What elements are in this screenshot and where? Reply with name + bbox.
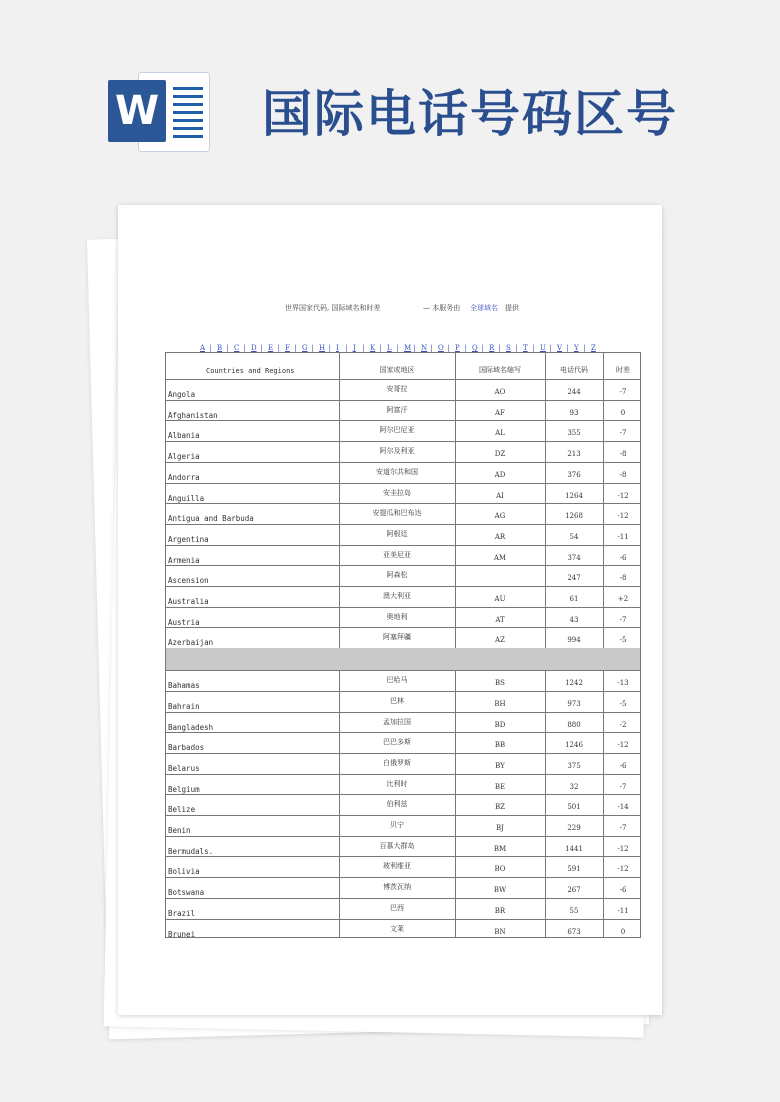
word-logo-icon (108, 68, 208, 154)
alphabet-link-l[interactable]: L (387, 344, 392, 352)
table-row (166, 712, 640, 733)
alphabet-link-s[interactable]: S (506, 344, 511, 352)
alphabet-separator: | (549, 344, 552, 352)
alphabet-separator: | (532, 344, 535, 352)
country-name-zh: 奥地利 (386, 612, 408, 621)
col-header-tz: 时差 (616, 366, 630, 374)
time-difference: -8 (619, 450, 627, 459)
time-difference: 0 (620, 927, 626, 936)
time-difference: -6 (619, 553, 627, 562)
country-name-zh: 阿富汗 (386, 405, 408, 414)
alphabet-link-u[interactable]: U (540, 344, 546, 352)
country-name-en: Benin (168, 826, 191, 835)
country-name-en: Angola (168, 390, 196, 399)
table-row (166, 815, 640, 836)
domain-code: AZ (495, 636, 505, 645)
alphabet-link-g[interactable]: G (302, 344, 308, 352)
domain-code: AR (494, 532, 506, 541)
time-difference: -12 (617, 844, 629, 853)
alphabet-separator: | (345, 344, 348, 352)
alphabet-separator: | (413, 344, 416, 352)
country-name-en: Belgium (168, 784, 200, 794)
country-name-zh: 阿尔巴尼亚 (379, 426, 415, 435)
alphabet-separator: | (498, 344, 501, 352)
country-name-en: Bermudals. (168, 846, 214, 856)
phone-code: 267 (567, 886, 581, 895)
table-row (166, 836, 640, 857)
alphabet-link-b[interactable]: B (217, 344, 223, 352)
table-row (166, 462, 640, 483)
time-difference: -13 (617, 679, 629, 688)
phone-code: 1264 (565, 491, 583, 500)
phone-code: 880 (567, 720, 581, 729)
phone-code: 55 (569, 906, 579, 915)
alphabet-link-i[interactable]: I (336, 344, 339, 352)
phone-code: 355 (567, 429, 581, 438)
time-difference: -6 (619, 761, 627, 770)
country-name-en: Afghanistan (168, 410, 218, 420)
domain-code: DZ (494, 450, 506, 459)
country-name-zh: 白俄罗斯 (383, 758, 411, 767)
phone-code: 247 (567, 574, 581, 583)
time-difference: -5 (619, 699, 627, 708)
country-name-zh: 百慕大群岛 (379, 841, 415, 850)
country-name-en: Belize (168, 805, 196, 815)
table-row (166, 441, 640, 462)
time-difference: -11 (617, 532, 629, 541)
country-name-en: Bolivia (168, 867, 200, 877)
domain-code: BD (494, 720, 506, 729)
time-difference: -7 (619, 824, 627, 832)
phone-code: 61 (569, 595, 579, 603)
alphabet-separator: | (379, 344, 382, 352)
time-difference: -8 (619, 574, 627, 583)
table-row (166, 565, 640, 586)
alphabet-link-y[interactable]: Y (574, 344, 579, 352)
time-difference: -11 (617, 906, 629, 915)
country-name-en: Albania (168, 431, 200, 441)
country-name-zh: 玻利维亚 (383, 862, 411, 871)
domain-code: BS (495, 679, 505, 688)
alphabet-link-f[interactable]: F (285, 344, 290, 352)
country-name-zh: 阿塞拜疆 (383, 633, 411, 642)
domain-code: BO (494, 865, 506, 874)
alphabet-link-h[interactable]: H (319, 344, 326, 352)
domain-code: AU (494, 595, 506, 603)
domain-code: AM (493, 553, 507, 562)
doc-service-text: — 本服务由 (423, 304, 461, 312)
alphabet-separator: | (464, 344, 467, 352)
domain-code: BY (495, 761, 505, 770)
table-row (166, 379, 640, 400)
domain-code: BR (494, 906, 506, 915)
alphabet-separator: | (277, 344, 280, 352)
alphabet-separator: | (430, 344, 433, 352)
col-header-tel: 电话代码 (560, 366, 588, 374)
time-difference: 0 (620, 408, 626, 417)
alphabet-link-r[interactable]: R (489, 344, 495, 352)
table-row (166, 794, 640, 815)
alphabet-separator: | (209, 344, 212, 352)
alphabet-separator: | (328, 344, 331, 352)
word-logo-letter: W (108, 80, 166, 142)
domain-code: BN (494, 927, 506, 936)
alphabet-separator: | (583, 344, 586, 352)
table-row (166, 877, 640, 898)
phone-code: 43 (569, 615, 579, 624)
alphabet-separator: | (260, 344, 263, 352)
country-name-en: Antigua and Barbuda (168, 514, 254, 524)
country-name-zh: 安道尔共和国 (376, 467, 418, 476)
phone-code: 376 (567, 470, 581, 479)
table-row (166, 898, 640, 919)
alphabet-link-a[interactable]: A (200, 344, 206, 352)
domain-code: BZ (494, 803, 505, 812)
phone-code: 994 (567, 636, 581, 645)
alphabet-link-m[interactable]: M (404, 344, 412, 352)
table-row (166, 524, 640, 545)
time-difference: -7 (619, 388, 627, 396)
alphabet-link-e[interactable]: E (268, 344, 274, 352)
time-difference: -7 (619, 782, 627, 791)
time-difference: -7 (619, 429, 627, 438)
country-name-en: Argentina (168, 534, 209, 544)
country-name-zh: 安提瓜和巴布达 (372, 509, 422, 518)
alphabet-separator: | (243, 344, 246, 352)
phone-code: 1268 (565, 512, 583, 521)
country-name-en: Austria (168, 617, 200, 627)
col-header-domain: 国际域名缩写 (479, 366, 521, 374)
phone-code: 213 (567, 450, 581, 459)
country-name-zh: 博茨瓦纳 (383, 883, 411, 892)
col-header-zh: 国家或地区 (379, 366, 415, 374)
country-name-zh: 贝宁 (390, 821, 404, 829)
table-row (166, 627, 640, 648)
domain-code: AL (495, 429, 505, 438)
country-code-table (165, 352, 641, 938)
table-row (166, 670, 640, 691)
country-name-zh: 巴巴多斯 (383, 738, 411, 747)
domain-code: BW (493, 886, 507, 895)
doc-provided-text: 提供 (505, 304, 519, 312)
time-difference: -12 (617, 865, 629, 874)
page-title: 国际电话号码区号 (262, 85, 678, 143)
table-row (166, 753, 640, 774)
time-difference: -5 (619, 636, 627, 645)
phone-code: 591 (567, 865, 581, 874)
time-difference: -14 (617, 803, 629, 812)
country-name-zh: 安哥拉 (386, 385, 408, 393)
country-name-zh: 阿根廷 (386, 529, 408, 538)
country-name-en: Algeria (168, 452, 200, 462)
table-row (166, 732, 640, 753)
phone-code: 1441 (565, 844, 583, 853)
alphabet-link-v[interactable]: V (557, 344, 563, 352)
country-name-zh: 伯利兹 (386, 800, 408, 809)
time-difference: -12 (617, 512, 629, 521)
alphabet-separator: | (566, 344, 569, 352)
country-name-zh: 孟加拉国 (383, 717, 411, 726)
alphabet-separator: | (311, 344, 314, 352)
alphabet-separator: | (481, 344, 484, 352)
domain-code: BM (493, 844, 507, 853)
alphabet-separator: | (226, 344, 229, 352)
alphabet-link-o[interactable]: O (438, 344, 444, 352)
table-row (166, 503, 640, 524)
phone-code: 673 (567, 927, 581, 936)
alphabet-link-t[interactable]: T (523, 344, 528, 352)
alphabet-separator: | (515, 344, 518, 352)
country-name-zh: 巴西 (390, 903, 404, 912)
domain-code: AO (494, 388, 506, 396)
domain-code: AD (494, 470, 506, 479)
table-row (166, 420, 640, 441)
country-name-en: Bahrain (168, 701, 200, 711)
table-row (166, 856, 640, 877)
country-name-zh: 阿尔及利亚 (379, 447, 415, 456)
alphabet-link-n[interactable]: N (421, 344, 428, 352)
phone-code: 1246 (565, 741, 583, 750)
country-name-en: Armenia (168, 555, 200, 565)
domain-code: AF (495, 408, 505, 417)
time-difference: -7 (619, 615, 627, 624)
table-row (166, 483, 640, 504)
doc-service-link[interactable]: 全球域名 (470, 304, 498, 312)
phone-code: 374 (567, 553, 581, 562)
phone-code: 973 (567, 699, 581, 708)
alphabet-link-c[interactable]: C (234, 344, 240, 352)
phone-code: 32 (569, 782, 579, 791)
country-name-en: Brazil (168, 908, 196, 918)
alphabet-link-z[interactable]: Z (591, 344, 596, 352)
time-difference: -8 (619, 470, 627, 479)
time-difference: -12 (617, 741, 629, 750)
phone-code: 375 (567, 761, 581, 770)
country-name-en: Bahamas (168, 681, 200, 691)
phone-code: 93 (569, 408, 579, 417)
time-difference: +2 (617, 595, 629, 603)
domain-code: AI (496, 491, 504, 500)
country-name-en: Australia (168, 597, 209, 606)
country-name-zh: 巴哈马 (386, 676, 408, 685)
alphabet-link-q[interactable]: Q (472, 344, 478, 352)
alphabet-separator: | (362, 344, 365, 352)
phone-code: 229 (567, 824, 581, 832)
phone-code: 1242 (565, 679, 583, 688)
alphabet-separator: | (396, 344, 399, 352)
domain-code: AG (494, 512, 506, 521)
table-row (166, 691, 640, 712)
table-row (166, 400, 640, 421)
time-difference: -12 (617, 491, 629, 500)
country-name-en: Andorra (168, 472, 200, 482)
country-name-en: Ascension (168, 576, 209, 586)
phone-code: 244 (567, 388, 581, 396)
table-row (166, 774, 640, 795)
country-name-en: Anguilla (168, 493, 205, 503)
country-name-zh: 阿森松 (386, 571, 408, 580)
col-header-en: Countries and Regions (206, 367, 295, 375)
alphabet-link-k[interactable]: K (370, 344, 376, 352)
domain-code: BE (494, 782, 506, 791)
domain-code: AT (495, 615, 505, 624)
doc-heading: 世界国家代码, 国际域名和时差 (285, 304, 381, 312)
country-name-zh: 安圭拉岛 (383, 488, 411, 497)
phone-code: 501 (567, 803, 581, 812)
country-name-zh: 比利时 (386, 779, 408, 788)
domain-code: BJ (496, 824, 504, 832)
country-name-en: Bangladesh (168, 722, 214, 732)
country-name-zh: 巴林 (390, 696, 404, 705)
table-row (166, 919, 640, 940)
country-name-zh: 文莱 (390, 924, 404, 933)
domain-code: BH (494, 699, 506, 708)
time-difference: -6 (619, 886, 627, 895)
alphabet-separator: | (294, 344, 297, 352)
alphabet-link-d[interactable]: D (251, 344, 257, 352)
country-name-en: Botswana (168, 888, 205, 898)
country-name-en: Brunei (168, 929, 196, 939)
country-name-zh: 亚美尼亚 (383, 550, 411, 559)
country-name-en: Barbados (168, 743, 205, 753)
time-difference: -2 (619, 720, 627, 729)
domain-code: BB (494, 741, 506, 750)
table-row (166, 586, 640, 607)
table-row (166, 545, 640, 566)
phone-code: 54 (569, 532, 579, 541)
country-name-zh: 澳大利亚 (383, 592, 411, 600)
country-name-en: Belarus (168, 763, 200, 773)
alphabet-separator: | (447, 344, 450, 352)
alphabet-link-j[interactable]: J (353, 344, 356, 352)
country-name-en: Azerbaijan (168, 638, 214, 648)
alphabet-link-p[interactable]: P (455, 344, 460, 352)
table-row (166, 607, 640, 628)
section-separator-band (166, 648, 640, 670)
